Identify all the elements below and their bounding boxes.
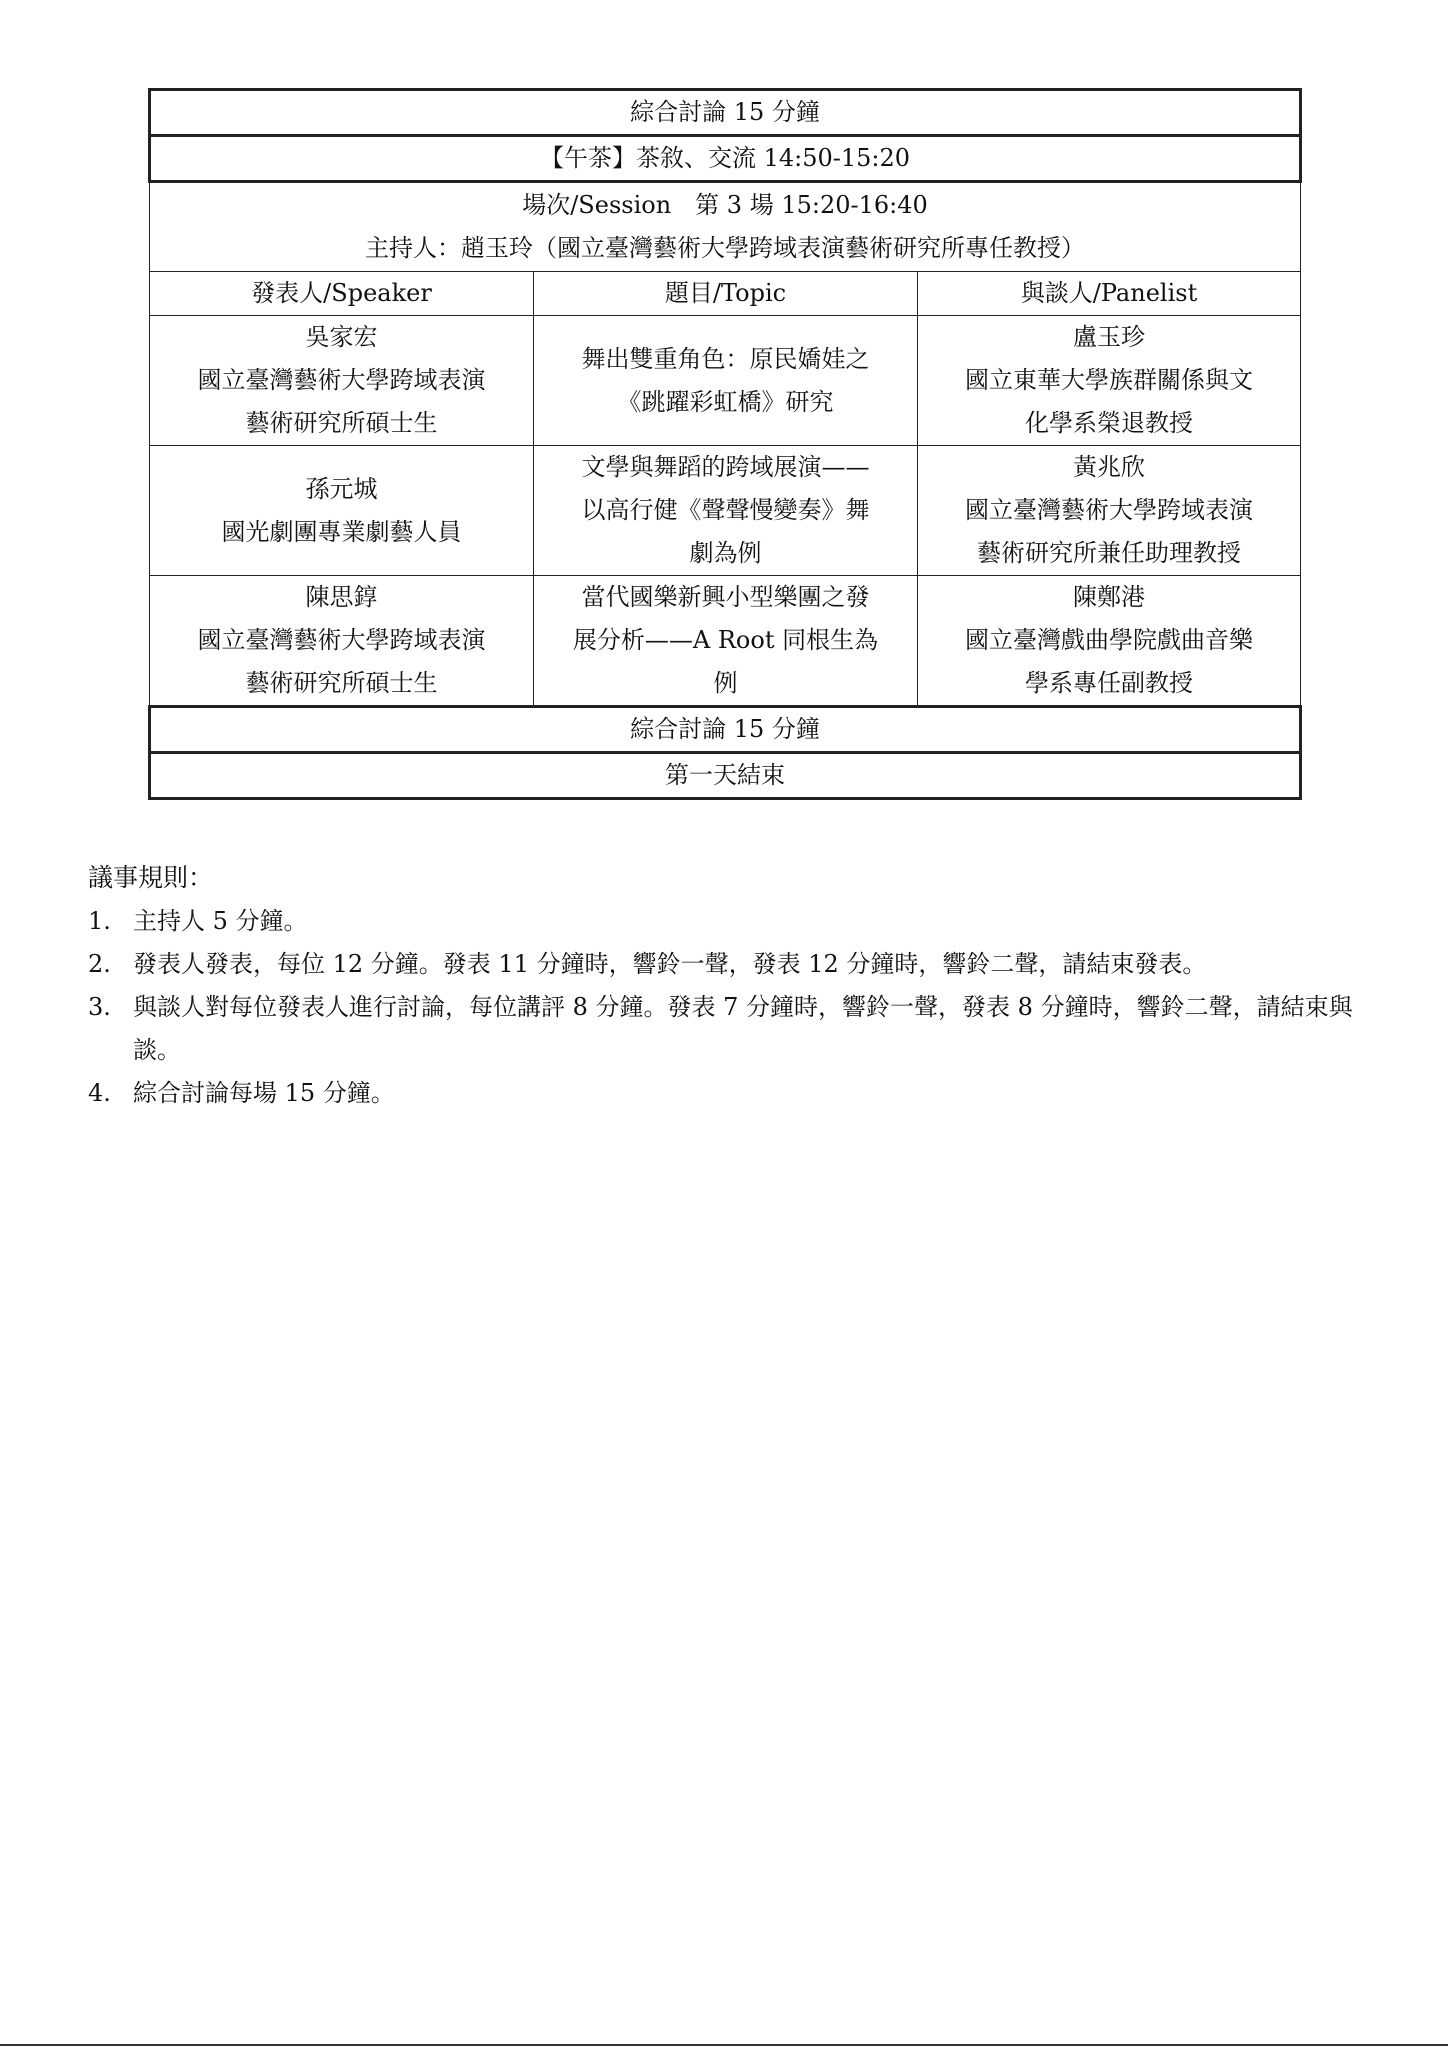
day-end-cell: 第一天結束 [150,753,1301,799]
session-cell [150,182,1301,272]
topic-cell [534,576,918,707]
moderator: 主持人：趙玉玲（國立臺灣藝術大學跨域表演藝術研究所專任教授） [365,234,1085,262]
rule-text: 綜合討論每場 15 分鐘。 [133,1079,395,1107]
rule-text: 發表人發表，每位 12 分鐘。發表 11 分鐘時，響鈴一聲，發表 12 分鐘時，響鈴二聲，請結束發表。 [133,950,1207,978]
rules-list [88,900,1368,1115]
speaker-cell [150,316,534,446]
topic-text: 劇為例 [689,539,762,567]
topic-cell [534,316,918,446]
rule-number: 4. [88,1079,111,1107]
table-row [150,576,1301,707]
header-topic: 題目/Topic [534,272,918,316]
rule-number: 2. [88,950,111,978]
topic-text: 當代國樂新興小型樂團之發 [581,583,870,611]
discussion-row-bottom [150,707,1301,753]
schedule-table [148,88,1302,800]
session-title: 場次/Session 第 3 場 15:20-16:40 [522,191,928,219]
tea-break-row [150,136,1301,182]
topic-text: 舞出雙重角色：原民嬌娃之 [581,344,870,373]
tea-break-cell: 【午茶】茶敘、交流 14:50-15:20 [150,136,1301,182]
panelist-name: 陳鄭港 [1073,583,1145,611]
speaker-affiliation: 國立臺灣藝術大學跨域表演 [197,366,486,394]
speaker-name: 吳家宏 [305,323,378,351]
topic-text: 例 [713,669,738,697]
topic-text: 《跳躍彩虹橋》研究 [617,387,834,416]
list-item [88,943,1368,986]
speaker-cell [150,446,534,576]
panelist-affiliation: 國立臺灣藝術大學跨域表演 [965,496,1253,524]
list-item [88,986,1368,1072]
topic-text: 以高行健《聲聲慢變奏》舞 [581,496,870,524]
list-item [88,900,1368,943]
discussion-cell: 綜合討論 15 分鐘 [150,90,1301,136]
speaker-affiliation: 國立臺灣藝術大學跨域表演 [197,626,486,654]
list-item [88,1072,1368,1115]
speaker-affiliation: 藝術研究所碩士生 [245,409,438,437]
rule-text: 主持人 5 分鐘。 [133,907,308,935]
topic-text: 文學與舞蹈的跨域展演—— [581,453,870,481]
header-row [150,272,1301,316]
speaker-cell [150,576,534,707]
panelist-cell [918,316,1301,446]
header-panelist: 與談人/Panelist [918,272,1301,316]
panelist-affiliation: 學系專任副教授 [1025,669,1193,697]
panelist-affiliation: 藝術研究所兼任助理教授 [977,539,1241,567]
rule-number: 3. [88,993,111,1021]
table-row [150,446,1301,576]
panelist-affiliation: 國立臺灣戲曲學院戲曲音樂 [965,626,1253,654]
session-row [150,182,1301,272]
speaker-affiliation: 國光劇團專業劇藝人員 [221,517,462,546]
speaker-name: 陳思錞 [305,583,378,611]
speaker-affiliation: 藝術研究所碩士生 [245,669,438,697]
topic-cell [534,446,918,576]
table-row [150,316,1301,446]
panelist-cell [918,446,1301,576]
header-speaker: 發表人/Speaker [150,272,534,316]
speaker-name: 孫元城 [305,474,378,503]
discussion-cell: 綜合討論 15 分鐘 [150,707,1301,753]
topic-text: 展分析——A Root 同根生為 [572,626,879,654]
day-end-row [150,753,1301,799]
panelist-cell [918,576,1301,707]
rule-text: 與談人對每位發表人進行討論，每位講評 8 分鐘。發表 7 分鐘時，響鈴一聲，發表 8 分鐘時，響鈴二聲，請結束與談。 [133,993,1353,1064]
rules-title: 議事規則： [88,863,214,892]
page-bottom-rule [0,2044,1448,2046]
panelist-affiliation: 國立東華大學族群關係與文 [965,366,1253,394]
panelist-affiliation: 化學系榮退教授 [1025,409,1193,437]
panelist-name: 盧玉珍 [1073,323,1145,351]
discussion-row-top [150,90,1301,136]
panelist-name: 黃兆欣 [1073,453,1145,481]
rule-number: 1. [88,907,111,935]
